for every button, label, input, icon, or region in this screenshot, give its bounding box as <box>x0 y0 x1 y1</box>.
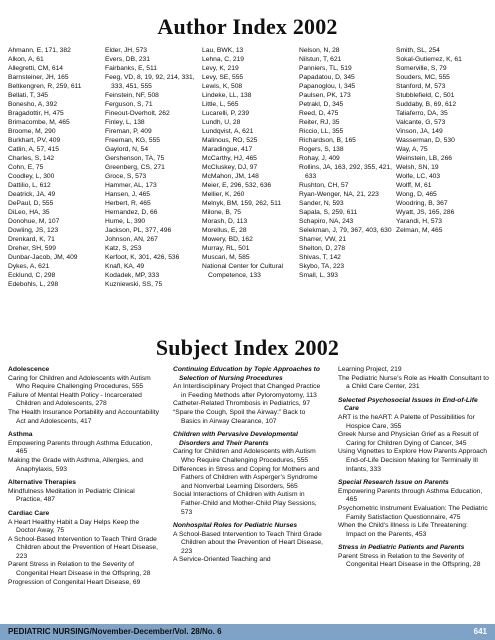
author-entry: Smith, SL, 254 <box>396 47 440 54</box>
subject-entry: Empowering Parents through Asthma Education, 465 <box>338 487 483 504</box>
author-entry: Mowery, BD, 162 <box>202 236 253 243</box>
subject-entry: Caring for Children and Adolescents with Autism Who Require Challenging Procedures, 555 <box>173 448 316 464</box>
author-entry: Souders, MC, 555 <box>396 74 450 81</box>
author-entry: Edebohls, L, 298 <box>8 281 59 288</box>
author-entry: McMahon, JM, 148 <box>202 173 259 180</box>
author-entry: Johnson, AN, 267 <box>105 236 158 243</box>
author-entry: Rushton, CH, 57 <box>299 182 349 189</box>
author-entry: Murray, RL, 501 <box>202 245 250 252</box>
author-entry: Kuzniewski, SS, 75 <box>105 281 163 288</box>
author-entry: Ryan-Wenger, NA, 21, 223 <box>299 191 379 198</box>
author-entry: Sapala, S, 259, 611 <box>299 209 358 216</box>
author-entry: Vinson, JA, 149 <box>396 128 443 135</box>
subject-entry: A Service-Oriented Teaching and <box>173 556 271 564</box>
subject-entry: Mindfulness Meditation in Pediatric Clinical Practice, 487 <box>8 487 135 504</box>
author-entry: Ahmann, E, 171, 382 <box>8 47 71 54</box>
author-entry: Bragadottir, H, 475 <box>8 110 64 117</box>
journal-citation: PEDIATRIC NURSING/November-December/Vol. 28/No. 6 <box>8 627 222 636</box>
author-index-title: Author Index 2002 <box>157 14 338 39</box>
subject-entry: When the Child’s Illness is Life Threatening: Impact on the Parents, 453 <box>338 522 468 538</box>
author-entry: Zelman, M, 465 <box>396 227 443 234</box>
author-entry: Dunbar-Jacob, JM, 409 <box>8 254 78 261</box>
subject-section: Selected Psychosocial Issues in End-of-Life Care <box>338 396 478 413</box>
subject-column <box>338 366 489 587</box>
author-entry: Ferguson, S, 71 <box>105 101 153 108</box>
author-entry: Charles, S, 142 <box>8 155 55 162</box>
author-entry: Coodley, L, 300 <box>8 173 55 180</box>
author-entry: Wolff, M, 61 <box>396 182 432 189</box>
author-entry: Catlin, A, 57, 415 <box>8 146 59 153</box>
author-entry: Finley, L, 138 <box>105 119 145 126</box>
author-entry: Lewis, K, 508 <box>202 83 243 90</box>
author-entry: Way, A, 75 <box>396 146 428 153</box>
author-entry: Lau, BWK, 13 <box>202 47 244 54</box>
author-entry: Muscari, M, 585 <box>202 254 250 261</box>
author-entry: Broome, M, 290 <box>8 128 56 135</box>
author-entry: Small, L, 393 <box>299 272 339 279</box>
subject-entry: Empowering Parents through Asthma Education, 465 <box>8 439 153 456</box>
author-entry: Freeman, KG, 555 <box>105 137 161 144</box>
author-entry: Greenberg, CS, 271 <box>105 164 165 171</box>
author-entry: Evers, DB, 231 <box>105 56 150 63</box>
author-entry: Wong, D, 465 <box>396 191 437 198</box>
subject-section: Nonhospital Roles for Pediatric Nurses <box>173 522 298 530</box>
author-entry: Weinstein, LB, 266 <box>396 155 453 162</box>
subject-index-columns <box>8 366 490 587</box>
author-entry: Suddaby, B, 69, 612 <box>396 101 457 108</box>
author-entry: Yarandi, H, 573 <box>396 218 442 225</box>
author-entry: Dreher, SH, 599 <box>8 245 56 252</box>
author-entry: Petrakl, D, 345 <box>299 101 344 108</box>
author-entry: Sokal-Gutierrez, K, 61 <box>396 56 462 63</box>
author-entry: McCarthy, HJ, 465 <box>202 155 257 162</box>
author-entry: Richardson, B, 165 <box>299 137 356 144</box>
subject-section: Special Research Issue on Parents <box>338 479 449 487</box>
author-entry: Mellier, K, 260 <box>202 191 245 198</box>
author-entry: Wyatt, JS, 165, 286 <box>396 209 455 216</box>
author-entry: McCluskey, DJ, 97 <box>202 164 258 171</box>
author-entry: Jackson, PL, 377, 496 <box>105 227 172 234</box>
subject-section: Continuing Education by Topic Approaches to Selection of Nursing Procedures <box>173 366 320 382</box>
author-entry: Ecklund, C, 298 <box>8 272 56 279</box>
author-column <box>299 46 393 289</box>
subject-heading: Cardiac Care <box>8 509 50 517</box>
author-entry: Donohue, M, 107 <box>8 218 60 225</box>
author-entry: Brimacombe, M, 465 <box>8 119 70 126</box>
author-entry: Skybo, TA, 223 <box>299 263 345 270</box>
subject-entry: Making the Grade with Asthma, Allergies, and Anaphylaxis, 593 <box>8 456 143 473</box>
author-entry: Dykes, A, 621 <box>8 263 50 270</box>
author-entry: Maradingue, 417 <box>202 146 253 153</box>
author-entry: Stanford, M, 573 <box>396 83 446 90</box>
author-entry: Panniers, TL, 519 <box>299 65 352 72</box>
author-entry: Cohn, E, 75 <box>8 164 44 171</box>
author-entry: Riccio, LL, 355 <box>299 128 344 135</box>
author-entry: Sharrer, VW, 21 <box>299 236 347 243</box>
author-entry: Katz, S, 253 <box>105 245 142 252</box>
author-entry: Deatrick, JA, 49 <box>8 191 56 198</box>
subject-index-title: Subject Index 2002 <box>155 335 340 360</box>
author-entry: Lindeke, LL, 138 <box>202 92 252 99</box>
author-entry: Gaylord, N, 54 <box>105 146 149 153</box>
subject-entry: Psychometric Instrument Evaluation: The Pediatric Family Satisfaction Questionnaire, 475 <box>338 504 488 521</box>
author-entry: Morash, D, 113 <box>202 218 248 225</box>
author-entry: Paulsen, PK, 173 <box>299 92 351 99</box>
author-entry: Morellus, E, 28 <box>202 227 247 234</box>
author-entry: Hansen, J, 465 <box>105 191 150 198</box>
subject-entry: Caring for Children and Adolescents with Autism Who Require Challenging Procedures, 555 <box>8 374 151 391</box>
author-entry: Rohay, J, 409 <box>299 155 340 162</box>
subject-entry: Parent Stress in Relation to the Severity of Congenital Heart Disease in the Offspring, 28 <box>8 561 151 578</box>
author-entry: Dattilio, L, 612 <box>8 182 51 189</box>
subject-section: Stress in Pediatric Patients and Parents <box>338 544 465 552</box>
author-entry: Rogers, S, 138 <box>299 146 344 153</box>
subject-entry: An Interdisciplinary Project that Changed Practice in Feeding Methods after Pyloromyotomy, 113 <box>173 383 321 399</box>
subject-entry: “Spare the Cough, Spoil the Airway:” Back to Basics in Airway Clearance, 107 <box>173 408 306 425</box>
subject-column <box>8 366 159 587</box>
subject-heading: Asthma <box>8 431 33 439</box>
author-entry: DiLeo, HA, 35 <box>8 209 50 216</box>
author-entry: Hume, L, 390 <box>105 218 146 225</box>
author-entry: Shelton, D, 278 <box>299 245 346 252</box>
author-entry: Kodadek, MP, 333 <box>105 272 160 279</box>
subject-entry: Learning Project, 219 <box>338 366 402 373</box>
author-entry: Wolfe, LC, 403 <box>396 173 441 180</box>
author-entry: Lundqvist, A, 621 <box>202 128 254 135</box>
author-entry: Papadatou, D, 345 <box>299 74 355 81</box>
author-entry: Lundh, U, 28 <box>202 119 241 126</box>
author-entry: Fineout-Overholt, 262 <box>105 110 170 117</box>
author-entry: Rollins, JA, 163, 292, 355, 421, 633 <box>299 164 392 180</box>
author-column <box>8 46 102 289</box>
author-column <box>105 46 199 289</box>
author-entry: Welsh, SN, 19 <box>396 164 439 171</box>
subject-entry: The Pediatric Nurse’s Role as Health Consultant to a Child Care Center, 231 <box>338 374 489 391</box>
subject-entry: Failure of Mental Health Policy - Incarcerated Children and Adolescents, 278 <box>8 391 142 408</box>
author-entry: Groce, S, 573 <box>105 173 147 180</box>
author-entry: Stubblefield, C, 501 <box>396 92 455 99</box>
author-entry: Levy, K, 219 <box>202 65 239 72</box>
author-entry: Meier, E, 296, 532, 636 <box>202 182 272 189</box>
author-entry: Levy, SE, 555 <box>202 74 244 81</box>
subject-column <box>173 366 324 587</box>
subject-heading: Adolescence <box>8 366 50 373</box>
author-entry: Bellati, T, 345 <box>8 92 49 99</box>
subject-entry: ART is the heART: A Palette of Possibilities for Hospice Care, 355 <box>338 413 475 430</box>
subject-entry: Greek Nurse and Physician Grief as a Result of Caring for Children Dying of Cancer, 345 <box>338 431 479 447</box>
author-entry: Papanoglou, I, 345 <box>299 83 356 90</box>
author-index-columns <box>8 46 490 289</box>
author-entry: Barnsteiner, JH, 165 <box>8 74 69 81</box>
author-entry: Burkhart, PV, 409 <box>8 137 61 144</box>
author-entry: Elder, JH, 573 <box>105 47 148 54</box>
author-entry: Taliaferro, DA, 35 <box>396 110 448 117</box>
author-entry: Beltkengren, R, 259, 611 <box>8 83 82 90</box>
author-entry: Kerfoot, K, 301, 426, 536 <box>105 254 180 261</box>
author-entry: Drenkard, K, 71 <box>8 236 55 243</box>
author-entry: Fireman, P, 409 <box>105 128 152 135</box>
author-entry: Somerville, S, 79 <box>396 65 447 72</box>
author-entry: Hammer, AL, 173 <box>105 182 157 189</box>
author-entry: Schapiro, NA, 243 <box>299 218 354 225</box>
author-entry: Nilstun, T, 621 <box>299 56 342 63</box>
subject-entry: A Heart Healthy Habit a Day Helps Keep the Doctor Away, 75 <box>8 518 140 535</box>
author-entry: Wasserman, D, 530 <box>396 137 455 144</box>
subject-entry: A School-Based Intervention to Teach Third Grade Children about the Prevention of Heart Disease, 223 <box>8 535 159 560</box>
author-entry: Fairbanks, E, 511 <box>105 65 157 72</box>
author-entry: Woodring, B, 367 <box>396 200 448 207</box>
author-entry: Nelson, N, 28 <box>299 47 340 54</box>
author-entry: Feeg, VD, 8, 19, 92, 214, 331, 333, 451, 555 <box>105 74 195 90</box>
author-column <box>202 46 296 289</box>
subject-entry: Parent Stress in Relation to the Severity of Congenital Heart Disease in the Offspring, 28 <box>338 552 481 569</box>
author-entry: Reiter, RJ, 35 <box>299 119 340 126</box>
subject-heading: Alternative Therapies <box>8 479 77 487</box>
page-footer <box>0 624 495 640</box>
author-entry: Reed, D, 475 <box>299 110 339 117</box>
author-entry: Hernandez, D, 66 <box>105 209 158 216</box>
author-entry: Lucarelli, P, 239 <box>202 110 250 117</box>
subject-section: Children with Pervasive Developmental Disorders and Their Parents <box>173 431 298 447</box>
author-entry: Little, L, 565 <box>202 101 239 108</box>
page-number: 641 <box>473 627 487 636</box>
author-entry: Lehna, C, 219 <box>202 56 245 63</box>
subject-entry: Progression of Congenital Heart Disease, 69 <box>8 578 141 586</box>
author-entry: Dowling, JS, 123 <box>8 227 59 234</box>
author-entry: Alkon, A, 61 <box>8 56 44 63</box>
subject-entry: A School-Based Intervention to Teach Third Grade Children about the Prevention of Heart Disease, 223 <box>173 530 324 555</box>
author-entry: Selekman, J, 79, 367, 403, 630 <box>299 227 392 234</box>
author-entry: National Center for Cultural Competence, 133 <box>202 263 284 279</box>
author-entry: DePaul, D, 555 <box>8 200 54 207</box>
author-entry: Malinous, RO, 525 <box>202 137 258 144</box>
subject-entry: The Health Insurance Portability and Accountability Act and Adolescents, 417 <box>8 408 159 425</box>
subject-entry: Catheter-Related Thrombosis in Pediatrics, 97 <box>173 400 311 408</box>
subject-entry: Differences in Stress and Coping for Mothers and Fathers of Children with Asperger’s Syndrome and Nonverbal Learning Disorders, 565 <box>173 465 320 490</box>
author-entry: Milone, B, 75 <box>202 209 242 216</box>
author-entry: Sander, N, 593 <box>299 200 344 207</box>
author-entry: Gershenson, TA, 75 <box>105 155 165 162</box>
author-entry: Allegretti, CM, 614 <box>8 65 64 72</box>
author-entry: Knafl, KA, 49 <box>105 263 145 270</box>
subject-entry: Using Vignettes to Explore How Parents Approach End-of-Life Decision Making for Terminally Ill Infants, 333 <box>338 448 487 473</box>
author-entry: Shivas, T, 142 <box>299 254 341 261</box>
author-entry: Herbert, R, 465 <box>105 200 151 207</box>
author-column <box>396 46 490 289</box>
author-entry: Bonesho, A, 392 <box>8 101 58 108</box>
author-entry: Valcante, G, 573 <box>396 119 446 126</box>
subject-entry: Social Interactions of Children with Autism in Father-Child and Mother-Child Play Sessions, 573 <box>173 491 317 516</box>
author-entry: Feinstein, NF, 508 <box>105 92 159 99</box>
author-entry: Melnyk, BM, 159, 262, 511 <box>202 200 282 207</box>
